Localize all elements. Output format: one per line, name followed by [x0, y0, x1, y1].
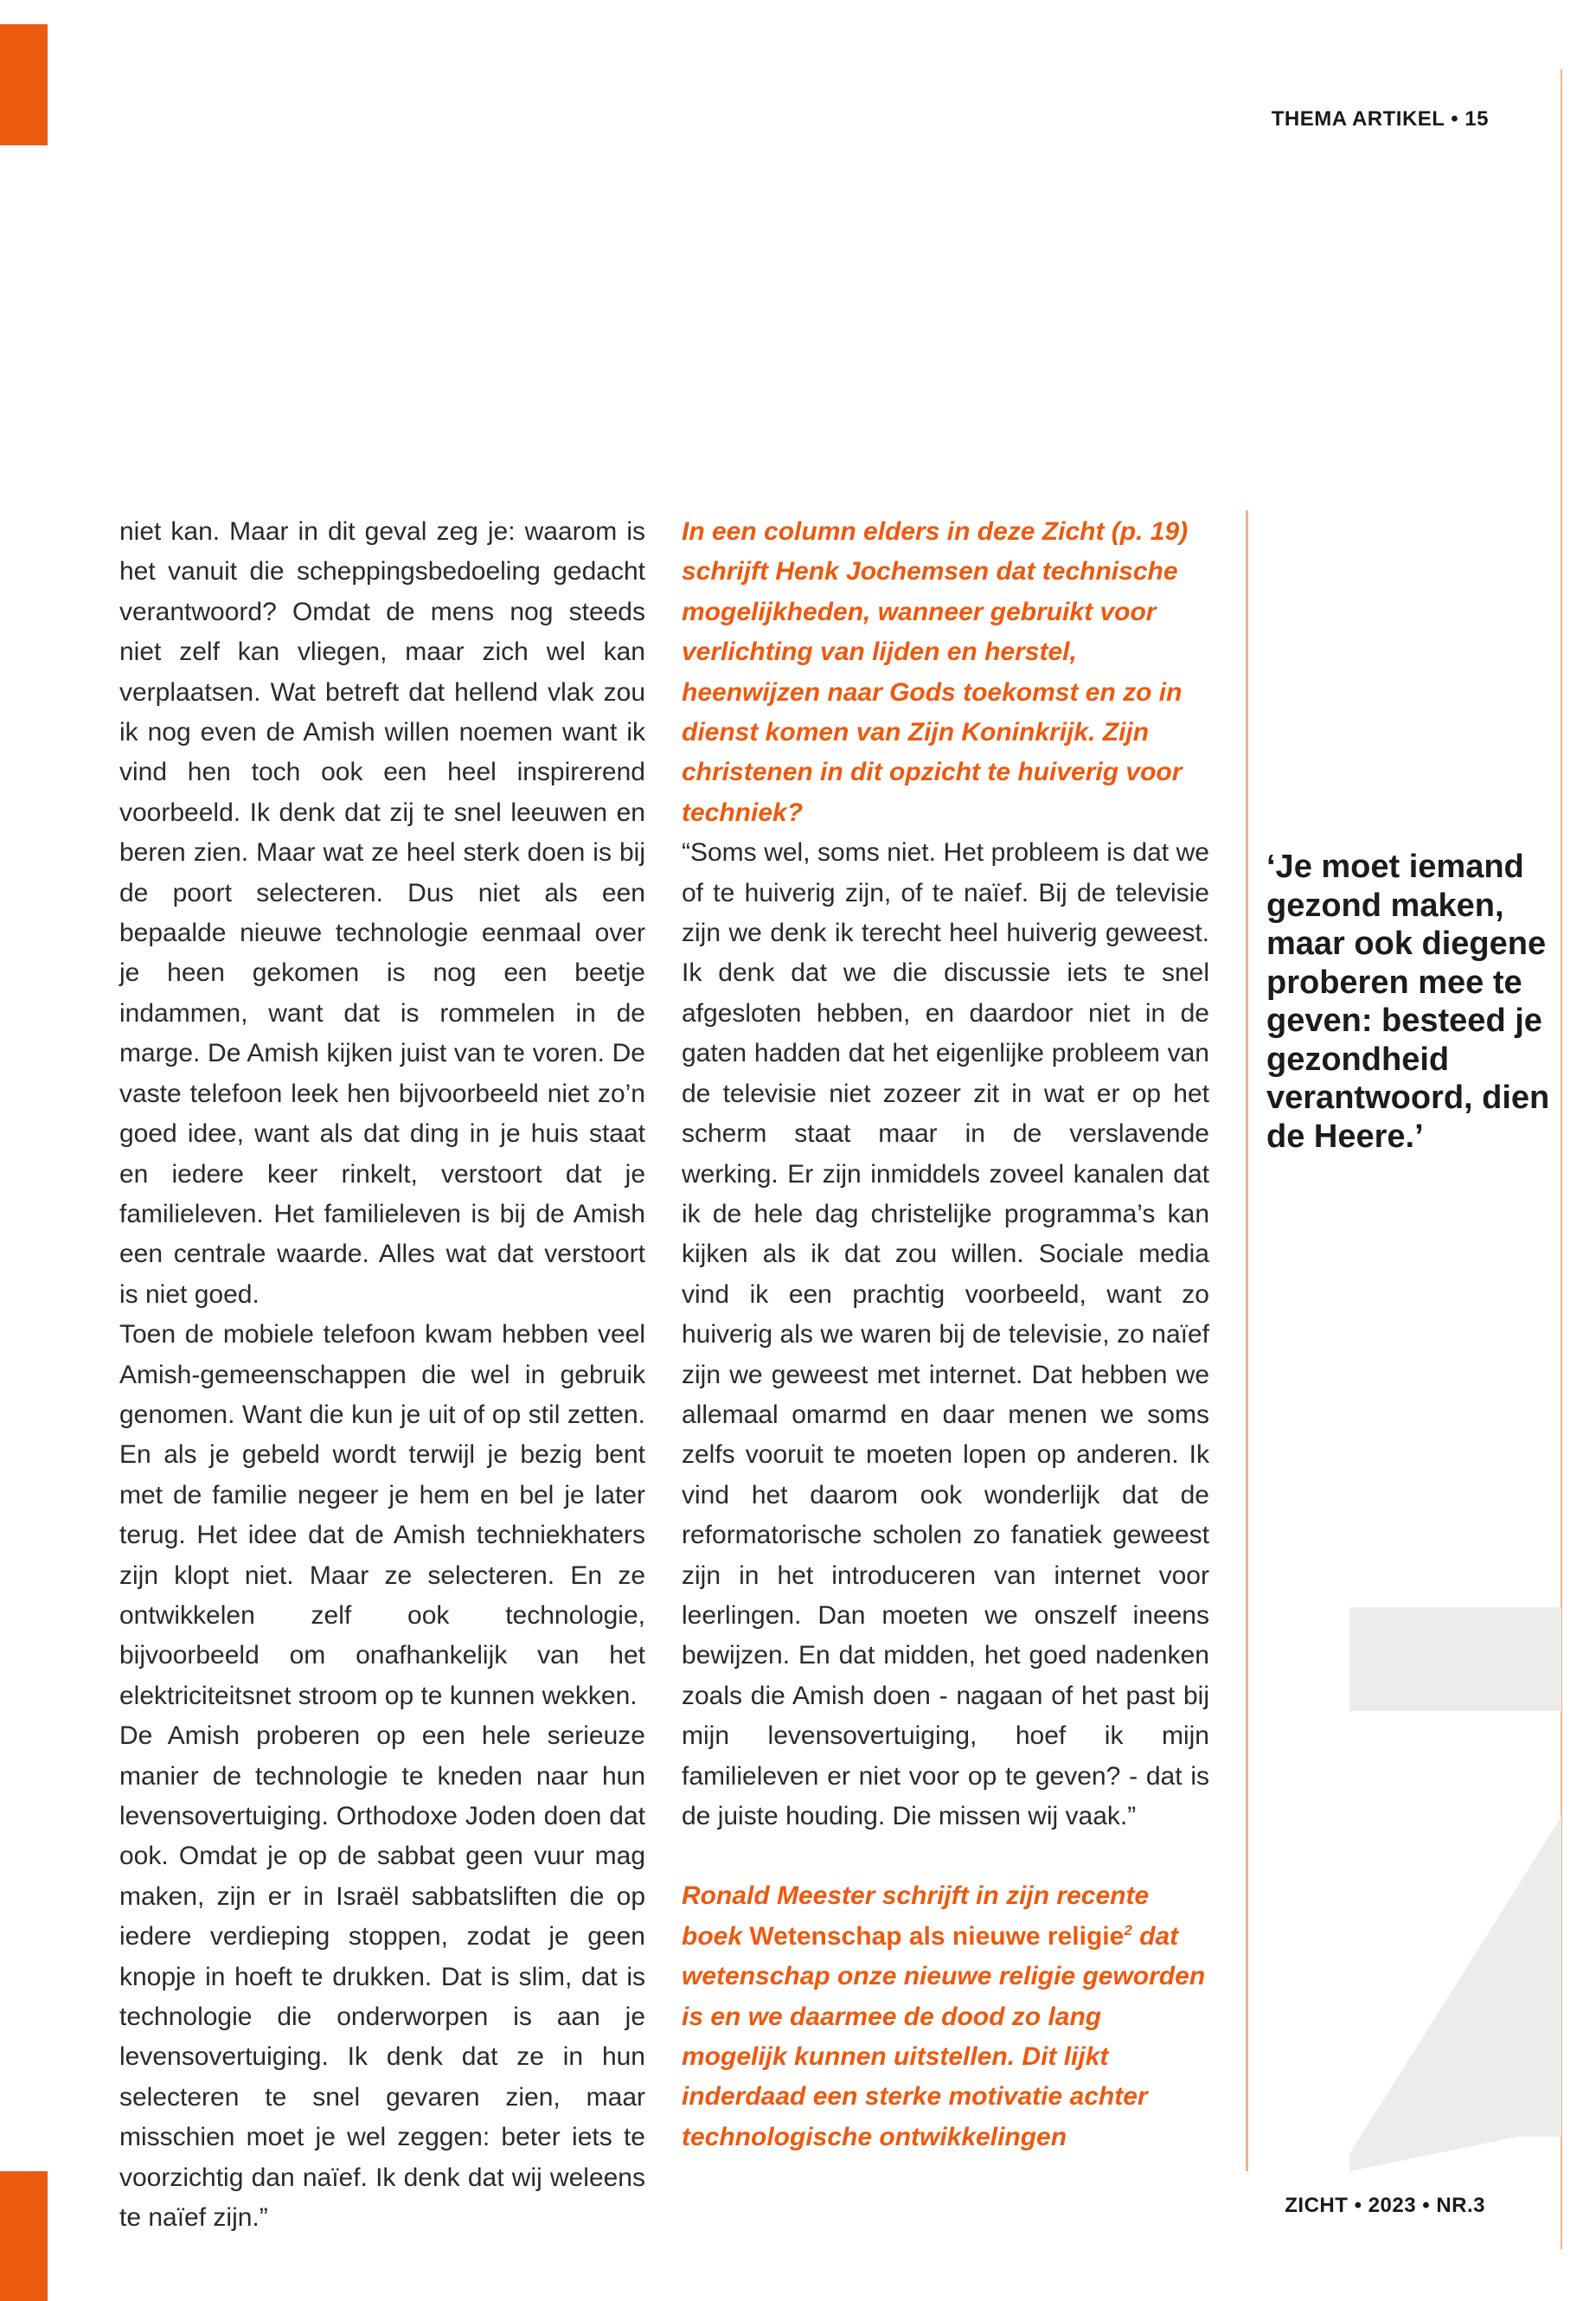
footer-separator: •	[1422, 2194, 1431, 2217]
issue-number: NR.3	[1436, 2194, 1485, 2217]
decorative-bar	[1349, 1607, 1561, 1711]
orange-corner-tab-top	[0, 24, 48, 145]
pull-quote: ‘Je moet iemand gezond maken, maar ook diegene proberen mee te geven: besteed je gezondheid verantwoord, dien de Heere.’	[1266, 849, 1550, 1155]
question-text: dat wetenschap onze nieuwe religie geworden is en we daarmee de dood zo lang mogelijk kunnen uitstellen. Dit lijkt inderdaad een sterke motivatie achter technologische ontwikkelingen	[682, 1921, 1206, 2151]
running-header	[1272, 107, 1489, 131]
magazine-name: ZICHT	[1285, 2194, 1349, 2217]
issue-year: 2023	[1368, 2194, 1417, 2217]
interview-question	[682, 1876, 1209, 2157]
footer-separator: •	[1354, 2194, 1362, 2217]
header-separator: •	[1451, 107, 1459, 131]
running-footer	[1285, 2194, 1485, 2218]
paragraph: niet kan. Maar in dit geval zeg je: waarom is het vanuit die scheppingsbedoeling gedacht verantwoord? Omdat de mens nog steeds niet zelf kan vliegen, maar zich wel kan verplaatsen. Wat betreft dat hellend vlak zou ik nog even de Amish willen noemen want ik vind hen toch ook een heel inspirerend voorbeeld. Ik denk dat zij te snel leeuwen en beren zien. Maar wat ze heel sterk doen is bij de poort selecteren. Dus niet als een bepaalde nieuwe technologie eenmaal over je heen gekomen is nog een beetje indammen, want dat is rommelen in de marge. De Amish kijken juist van te voren. De vaste telefoon leek hen bijvoorbeeld niet zo’n goed idee, want als dat ding in je huis staat en iedere keer rinkelt, verstoort dat je familieleven. Het familieleven is bij de Amish een centrale waarde. Alles wat dat verstoort is niet goed.	[119, 517, 645, 1309]
paragraph: Toen de mobiele telefoon kwam hebben veel Amish-gemeenschappen die wel in gebruik genomen. Want die kun je uit of op stil zetten. En als je gebeld wordt terwijl je bezig bent met de familie negeer je hem en bel je later terug. Het idee dat de Amish techniekhaters zijn klopt niet. Maar ze selecteren. En ze ontwikkelen zelf ook technologie, bijvoorbeeld om onafhankelijk van het elektriciteitsnet stroom op te kunnen wekken.	[119, 1320, 645, 1710]
article-column-left	[119, 512, 645, 2238]
interview-question: In een column elders in deze Zicht (p. 19) schrijft Henk Jochemsen dat technische mogelijkheden, wanneer gebruikt voor verlichting van lijden en herstel, heenwijzen naar Gods toekomst en zo in dienst komen van Zijn Koninkrijk. Zijn christenen in dit opzicht te huiverig voor techniek?	[682, 517, 1189, 827]
decorative-shape	[1349, 1817, 1561, 2171]
section-label: THEMA ARTIKEL	[1271, 107, 1445, 131]
orange-corner-tab-bottom	[0, 2171, 48, 2301]
article-column-middle	[682, 512, 1209, 2157]
book-title: Wetenschap als nieuwe religie	[749, 1921, 1125, 1951]
paragraph: De Amish proberen op een hele serieuze manier de technologie te kneden naar hun levensovertuiging. Orthodoxe Joden doen dat ook. Omdat je op de sabbat geen vuur mag maken, zijn er in Israël sabbatsliften die op iedere verdieping stoppen, zodat je geen knopje in hoeft te drukken. Dat is slim, dat is technologie die onderworpen is aan je levensovertuiging. Ik denk dat ze in hun selecteren te snel gevaren zien, maar misschien moet je wel zeggen: beter iets te voorzichtig dan naïef. Ik denk dat wij weleens te naïef zijn.”	[119, 1721, 645, 2233]
page-number: 15	[1465, 107, 1489, 131]
column-divider	[1246, 510, 1248, 2171]
interview-answer: “Soms wel, soms niet. Het probleem is dat we of te huiverig zijn, of te naïef. Bij de televisie zijn we denk ik terecht heel huiverig geweest. Ik denk dat we die discussie iets te snel afgesloten hebben, en daardoor niet in de gaten hadden dat het eigenlijke probleem van de televisie niet zozeer zit in wat er op het scherm staat maar in de verslavende werking. Er zijn inmiddels zoveel kanalen dat ik de hele dag christelijke programma’s kan kijken als ik dat zou willen. Sociale media vind ik een prachtig voorbeeld, want zo huiverig als we waren bij de televisie, zo naïef zijn we geweest met internet. Dat hebben we allemaal omarmd en daar menen we soms zelfs vooruit te moeten lopen op anderen. Ik vind het daarom ook wonderlijk dat de reformatorische scholen zo fanatiek geweest zijn in het introduceren van internet voor leerlingen. Dan moeten we onszelf ineens bewijzen. En dat midden, het goed nadenken zoals die Amish doen - nagaan of het past bij mijn levensovertuiging, hoef ik mijn familieleven er niet voor op te geven? - dat is de juiste houding. Die missen wij vaak.”	[682, 838, 1209, 1830]
footnote-marker: 2	[1124, 1921, 1132, 1939]
question-text: Ronald Meester schrijft in zijn recente boek	[682, 1881, 1150, 1951]
